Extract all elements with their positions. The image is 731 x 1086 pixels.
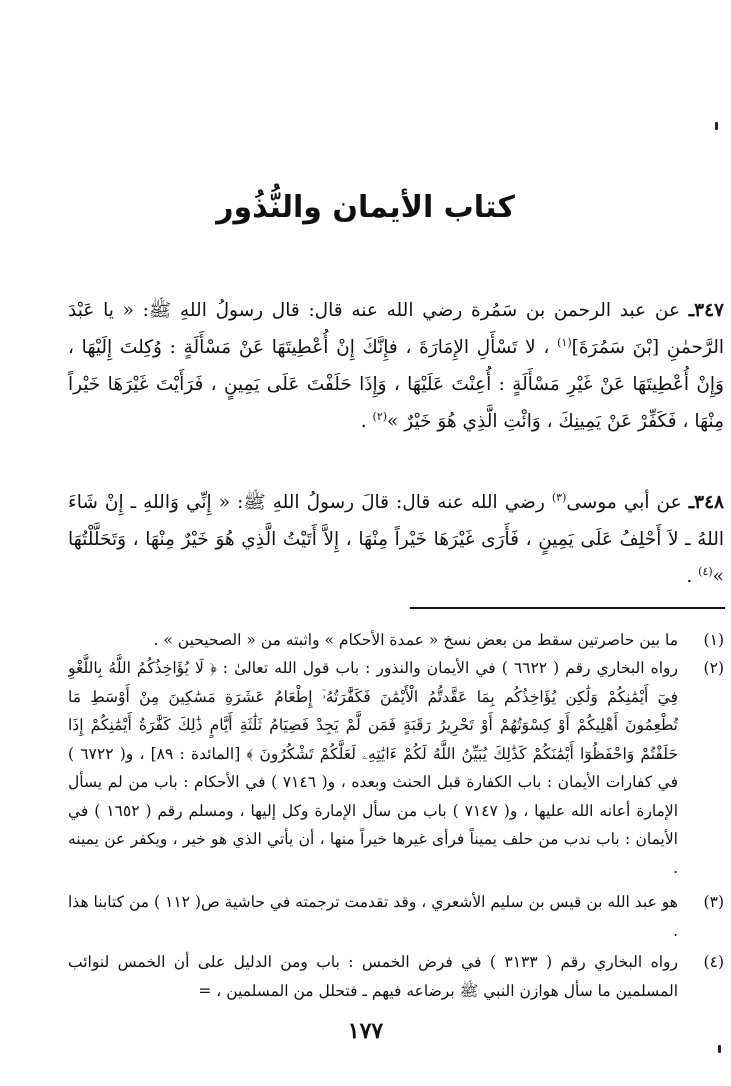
margin-mark-bottom xyxy=(718,1045,721,1053)
hadith-number: ٣٤٧ـ xyxy=(688,300,724,321)
hadith-number: ٣٤٨ـ xyxy=(688,492,724,513)
footnote-4 xyxy=(68,948,724,1010)
footnote-2 xyxy=(68,654,724,888)
hadith-text: رضي الله عنه قال: قالَ رسولُ اللهِ ﷺ: « إِنِّي وَاللهِ ـ إِنْ شَاءَ اللهُ ـ لاَ أَحْلِفُ عَلَى يَمِينٍ ، فَأَرَى غَيْرَهَا خَيْراً مِنْهَا ، إِلاَّ أَتَيْتُ الَّذِي هُوَ خَيْرٌ مِنْهَا ، وَتَحَلَّلْتُهَا » xyxy=(68,492,724,587)
footnote-ref[interactable]: (٢) xyxy=(372,409,388,423)
footnote-divider xyxy=(410,607,725,609)
margin-mark-top xyxy=(715,122,718,130)
footnote-ref[interactable]: (١) xyxy=(557,335,572,349)
footnote-text: ما بين حاصرتين سقط من بعض نسخ « عمدة الأحكام » واثبته من « الصحيحين » . xyxy=(153,631,678,649)
footnote-ref[interactable]: (٣) xyxy=(551,490,567,504)
chapter-title: كتاب الأيمان والنُّذُور xyxy=(216,190,515,225)
footnote-3 xyxy=(68,888,724,948)
footnote-number: (١) xyxy=(703,631,724,649)
footnote-text: رواه البخاري رقم ( ٣١٣٣ ) في فرض الخمس : باب ومن الدليل على أن الخمس لنوائب المسلمين ما سأل هوازن النبي ﷺ برضاعه فيهم ـ فتحلل من المسلمين ، = xyxy=(68,953,678,1000)
footnote-number: (٣) xyxy=(703,893,724,911)
hadith-text: عن أبي موسى xyxy=(566,492,682,513)
hadith-text-end: . xyxy=(686,566,699,587)
footnote-text: رواه البخاري رقم ( ٦٦٢٢ ) في الأيمان والنذور : باب قول الله تعالىٰ : ﴿ لَا يُؤَاخِذُكُمُ اللَّهُ بِاللَّغْوِ فِيٓ أَيْمَٰنِكُمْ وَلَٰكِن يُؤَاخِذُكُم بِمَا عَقَّدتُّمُ الْأَيْمَٰنَ فَكَفَّٰرَتُهُۥٓ إِطْعَامُ عَشَرَةِ مَسَٰكِينَ مِنْ أَوْسَطِ مَا تُطْعِمُونَ أَهْلِيكُمْ أَوْ كِسْوَتُهُمْ أَوْ تَحْرِيرُ رَقَبَةٍ فَمَن لَّمْ يَجِدْ فَصِيَامُ ثَلَٰثَةِ أَيَّامٍ ذَٰلِكَ كَفَّٰرَةُ أَيْمَٰنِكُمْ إِذَا حَلَفْتُمْ وَاحْفَظُوٓا أَيْمَٰنَكُمْ كَذَٰلِكَ يُبَيِّنُ اللَّهُ لَكُمْ ءَايَٰتِهِۦ لَعَلَّكُمْ تَشْكُرُونَ ﴾ [المائدة : ٨٩] ، و( ٦٧٢٢ ) في كفارات الأيمان : باب الكفارة قبل الحنث وبعده ، و( ٧١٤٦ ) في الأحكام : باب من لم يسأل الإمارة أعانه الله عليها ، و( ٧١٤٧ ) باب من سأل الإمارة وكل إليها ، ومسلم رقم ( ١٦٥٢ ) في الأيمان : باب ندب من حلف يميناً فرأى غيرها خيراً منها ، أن يأتي الذي هو خير ، ويكفر عن يمينه . xyxy=(68,659,679,877)
page-number: ١٧٧ xyxy=(347,1018,384,1044)
hadith-348 xyxy=(68,484,724,596)
hadith-text-end: . xyxy=(360,411,373,432)
hadith-347 xyxy=(68,292,724,477)
footnote-number: (٢) xyxy=(703,659,724,677)
footnote-1 xyxy=(68,626,724,656)
footnote-text: هو عبد الله بن قيس بن سليم الأشعري ، وقد تقدمت ترجمته في حاشية ص( ١١٢ ) من كتابنا هذا . xyxy=(68,893,678,940)
footnote-ref[interactable]: (٤) xyxy=(698,564,713,578)
hadith-text: عن عبد الرحمن بن سَمُرة رضي الله عنه قال: قال رسولُ اللهِ ﷺ: « يا عَبْدَ الرَّحمٰنِ [بْنَ سَمُرَةَ] xyxy=(68,300,724,358)
footnote-number: (٤) xyxy=(703,953,724,971)
hadith-text: ، لا تَسْأَلِ الإِمَارَةَ ، فإِنَّكَ إِنْ أُعْطِيتَهَا عَنْ مَسْأَلَةٍ : وُكِلتَ إِلَيْهَا ، وَإِنْ أُعْطِيتَهَا عَنْ غَيْرِ مَسْأَلَةٍ : أُعِنْتَ عَلَيْهَا ، وَإِذَا حَلَفْتَ عَلَى يَمِينٍ ، فَرَأَيْتَ غَيْرَهَا خَيْراً مِنْهَا ، فَكَفِّرْ عَنْ يَمِينِكَ ، وَائْتِ الَّذِي هُوَ خَيْرٌ » xyxy=(68,337,724,432)
